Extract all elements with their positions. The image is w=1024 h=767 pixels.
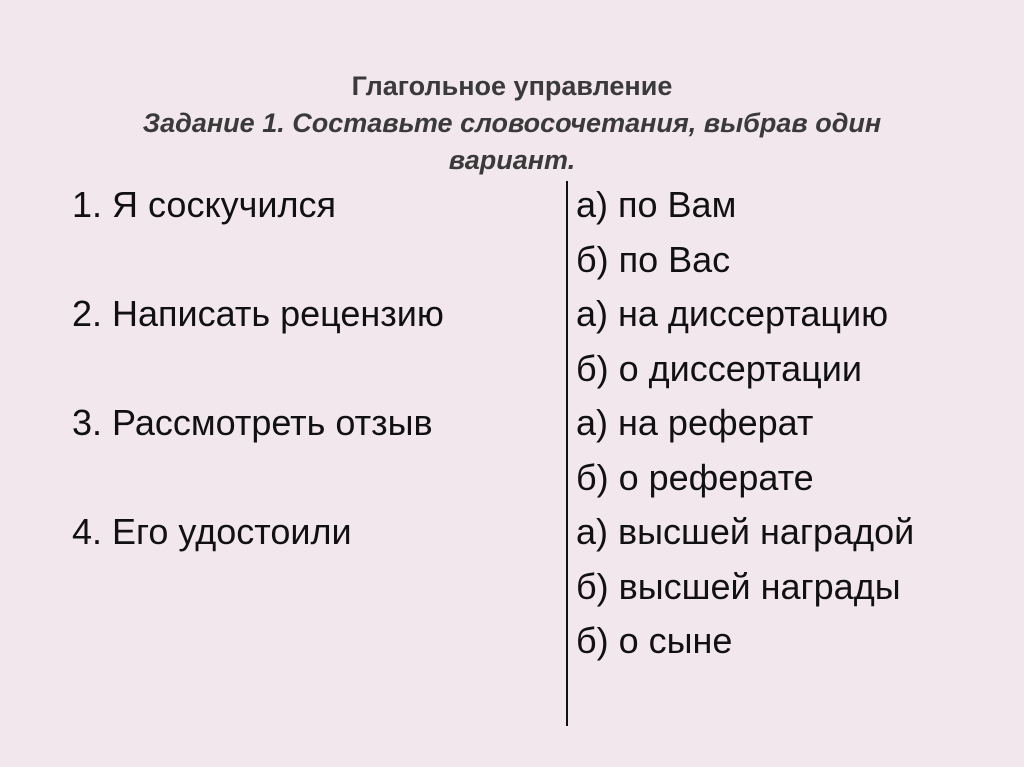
phrase-spacer-3: [72, 451, 444, 506]
options-column: [576, 178, 914, 669]
option-4a: а) высшей наградой: [576, 511, 915, 552]
column-divider: [566, 181, 568, 726]
option-3b: б) о реферате: [576, 456, 814, 498]
option-1a: а) по Вам: [576, 184, 737, 225]
task-instruction-line2: вариант.: [448, 145, 576, 175]
phrase-spacer-1: [72, 233, 444, 288]
heading: Глагольное управление: [351, 71, 673, 101]
phrase-spacer-2: [72, 342, 444, 397]
option-2a: а) на диссертацию: [576, 293, 889, 334]
phrase-1: 1. Я соскучился: [72, 184, 336, 225]
option-3a: а) на реферат: [576, 402, 814, 443]
option-extra: б) о сыне: [576, 620, 733, 661]
task-instruction-line1: Задание 1. Составьте словосочетания, выбрав один: [142, 108, 882, 138]
phrase-4: 4. Его удостоили: [72, 511, 352, 552]
option-2b: б) о диссертации: [576, 347, 862, 389]
option-4b: б) высшей награды: [576, 565, 901, 607]
phrase-3: 3. Рассмотреть отзыв: [72, 402, 433, 443]
phrases-column: [72, 178, 444, 560]
slide-title: [60, 68, 964, 179]
phrase-2: 2. Написать рецензию: [72, 293, 444, 334]
option-1b: б) по Вас: [576, 238, 731, 280]
